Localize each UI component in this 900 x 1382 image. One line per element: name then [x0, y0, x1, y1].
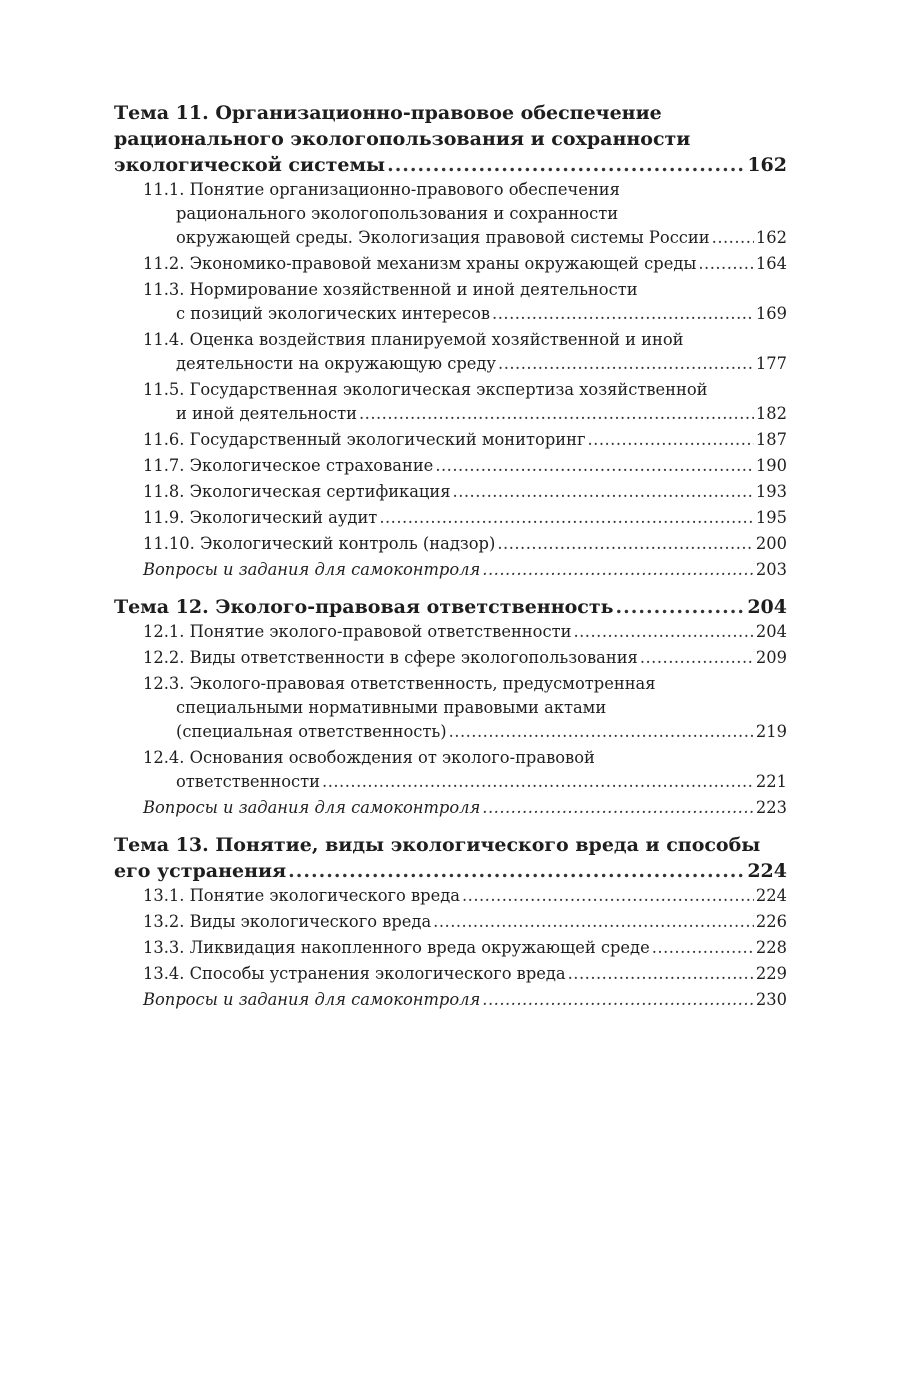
toc-entry-last	[143, 646, 787, 670]
page-number: 219	[755, 722, 787, 741]
topic-title-last	[114, 594, 787, 620]
dot-leader	[453, 480, 754, 504]
topic-title-last-text: экологической системы	[114, 154, 386, 176]
dot-leader	[433, 910, 754, 934]
page-number: 164	[755, 254, 787, 273]
dot-leader	[288, 858, 745, 884]
toc-entry	[143, 532, 787, 558]
topic-title-line: рационального экологопользования и сохранности	[114, 128, 691, 150]
toc-entry-last	[143, 884, 787, 908]
toc-entry	[143, 278, 787, 328]
toc-entry-line: специальными нормативными правовыми актами	[176, 698, 607, 717]
self-check-entry	[143, 558, 787, 584]
toc-entry	[143, 746, 787, 796]
toc-entry	[143, 646, 787, 672]
dot-leader	[482, 558, 754, 582]
toc-entry-line: 12.3. Эколого-правовая ответственность, предусмотренная	[143, 674, 656, 693]
table-of-contents	[114, 100, 787, 1024]
toc-entry-line: 11.4. Оценка воздействия планируемой хозяйственной и иной	[143, 330, 684, 349]
toc-entry-last	[143, 226, 787, 250]
toc-topic	[114, 594, 787, 822]
toc-entry-line: 11.1. Понятие организационно-правового обеспечения	[143, 180, 620, 199]
toc-entry-last-text: 11.2. Экономико-правовой механизм храны окружающей среды	[143, 254, 697, 273]
dot-leader	[698, 252, 754, 276]
toc-entry-last-text: окружающей среды. Экологизация правовой системы России	[176, 228, 710, 247]
toc-entry-last-text: 11.9. Экологический аудит	[143, 508, 378, 527]
toc-entry-last-text: с позиций экологических интересов	[176, 304, 491, 323]
toc-entry-last-text: 12.2. Виды ответственности в сфере экологопользования	[143, 648, 638, 667]
page-number: 223	[755, 798, 787, 817]
dot-leader	[652, 936, 754, 960]
dot-leader	[379, 506, 754, 530]
topic-title-last-text: его устранения	[114, 860, 287, 882]
page-number: 187	[755, 430, 787, 449]
dot-leader	[435, 454, 754, 478]
page-number: 162	[747, 154, 787, 176]
dot-leader	[322, 770, 754, 794]
toc-entry-last-text: и иной деятельности	[176, 404, 357, 423]
dot-leader	[640, 646, 754, 670]
page-number: 224	[747, 860, 787, 882]
toc-items	[143, 178, 787, 584]
toc-entry-last	[143, 558, 787, 582]
toc-entry-last-text: 13.1. Понятие экологического вреда	[143, 886, 460, 905]
topic-title	[114, 832, 787, 884]
page-number: 162	[755, 228, 787, 247]
toc-entry-last	[143, 936, 787, 960]
toc-entry-last	[143, 910, 787, 934]
topic-title-line: Тема 11. Организационно-правовое обеспечение	[114, 102, 662, 124]
toc-entry-last-text: 11.7. Экологическое страхование	[143, 456, 434, 475]
toc-entry	[143, 454, 787, 480]
toc-entry	[143, 378, 787, 428]
toc-entry-last	[143, 402, 787, 426]
dot-leader	[568, 962, 754, 986]
dot-leader	[359, 402, 754, 426]
dot-leader	[387, 152, 745, 178]
page-number: 229	[755, 964, 787, 983]
dot-leader	[573, 620, 753, 644]
self-check-entry	[143, 796, 787, 822]
toc-entry	[143, 178, 787, 252]
toc-entry-last	[143, 988, 787, 1012]
page-number: 190	[755, 456, 787, 475]
toc-entry-last	[143, 352, 787, 376]
dot-leader	[616, 594, 746, 620]
toc-entry	[143, 672, 787, 746]
toc-entry	[143, 936, 787, 962]
topic-title-last-text: Тема 12. Эколого-правовая ответственность	[114, 596, 614, 618]
toc-topic	[114, 100, 787, 584]
dot-leader	[462, 884, 754, 908]
toc-entry-line: 11.5. Государственная экологическая экспертиза хозяйственной	[143, 380, 708, 399]
page-number: 195	[755, 508, 787, 527]
toc-entry-last	[143, 480, 787, 504]
toc-entry	[143, 910, 787, 936]
toc-entry-last-text: (специальная ответственность)	[176, 722, 447, 741]
page-number: 228	[755, 938, 787, 957]
toc-entry-last-text: 13.4. Способы устранения экологического вреда	[143, 964, 566, 983]
topic-title-last	[114, 858, 787, 884]
toc-entry-line: рационального экологопользования и сохранности	[176, 204, 619, 223]
page-number: 177	[755, 354, 787, 373]
toc-entry-last-text: ответственности	[176, 772, 321, 791]
toc-entry	[143, 328, 787, 378]
toc-entry-last	[143, 796, 787, 820]
toc-entry-last-text: Вопросы и задания для самоконтроля	[143, 560, 481, 579]
dot-leader	[482, 796, 754, 820]
page-number: 204	[747, 596, 787, 618]
toc-items	[143, 884, 787, 1014]
dot-leader	[498, 352, 754, 376]
toc-entry	[143, 428, 787, 454]
topic-title-last	[114, 152, 787, 178]
page-number: 182	[755, 404, 787, 423]
dot-leader	[449, 720, 754, 744]
toc-entry-line: 12.4. Основания освобождения от эколого-правовой	[143, 748, 595, 767]
toc-entry-last-text: 13.3. Ликвидация накопленного вреда окружающей среде	[143, 938, 650, 957]
toc-entry-last-text: 13.2. Виды экологического вреда	[143, 912, 432, 931]
toc-entry-last	[143, 506, 787, 530]
dot-leader	[712, 226, 754, 250]
toc-entry-last	[143, 620, 787, 644]
self-check-entry	[143, 988, 787, 1014]
page-number: 169	[755, 304, 787, 323]
toc-entry	[143, 506, 787, 532]
topic-title	[114, 100, 787, 178]
toc-entry	[143, 884, 787, 910]
toc-entry	[143, 962, 787, 988]
toc-entry-last	[143, 532, 787, 556]
page-number: 193	[755, 482, 787, 501]
toc-entry-last	[143, 428, 787, 452]
toc-entry-last-text: 11.6. Государственный экологический мониторинг	[143, 430, 586, 449]
toc-entry-last-text: 11.10. Экологический контроль (надзор)	[143, 534, 496, 553]
toc-items	[143, 620, 787, 822]
toc-entry-line: 11.3. Нормирование хозяйственной и иной деятельности	[143, 280, 638, 299]
toc-entry-last	[143, 962, 787, 986]
dot-leader	[482, 988, 754, 1012]
toc-entry-last-text: Вопросы и задания для самоконтроля	[143, 798, 481, 817]
dot-leader	[492, 302, 754, 326]
page-number: 204	[755, 622, 787, 641]
toc-entry-last	[143, 302, 787, 326]
toc-entry	[143, 620, 787, 646]
page-number: 226	[755, 912, 787, 931]
toc-entry	[143, 252, 787, 278]
toc-entry-last-text: 12.1. Понятие эколого-правовой ответственности	[143, 622, 572, 641]
dot-leader	[497, 532, 754, 556]
page-number: 203	[755, 560, 787, 579]
page-number: 200	[755, 534, 787, 553]
page-number: 224	[755, 886, 787, 905]
toc-entry-last-text: деятельности на окружающую среду	[176, 354, 497, 373]
toc-entry-last	[143, 252, 787, 276]
topic-title	[114, 594, 787, 620]
toc-topic	[114, 832, 787, 1014]
toc-entry-last-text: 11.8. Экологическая сертификация	[143, 482, 451, 501]
page-number: 209	[755, 648, 787, 667]
topic-title-line: Тема 13. Понятие, виды экологического вреда и способы	[114, 834, 761, 856]
dot-leader	[587, 428, 753, 452]
page-number: 230	[755, 990, 787, 1009]
page-number: 221	[755, 772, 787, 791]
toc-entry	[143, 480, 787, 506]
toc-entry-last	[143, 770, 787, 794]
toc-entry-last	[143, 720, 787, 744]
toc-entry-last-text: Вопросы и задания для самоконтроля	[143, 990, 481, 1009]
toc-entry-last	[143, 454, 787, 478]
